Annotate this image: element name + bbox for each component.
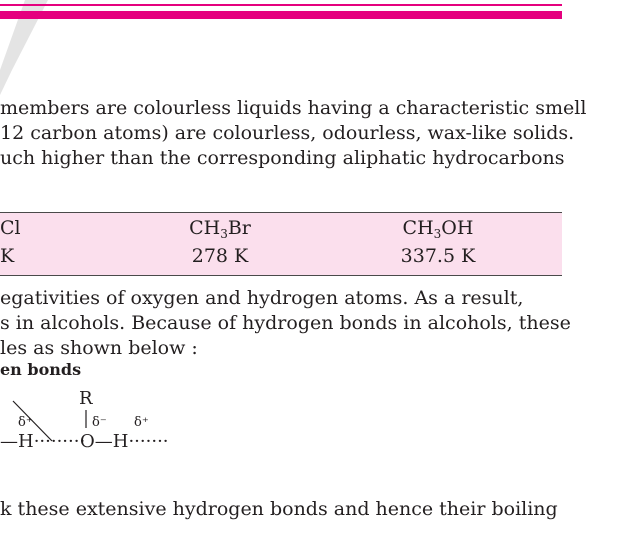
paragraph-boiling: k these extensive hydrogen bonds and hence their boiling	[0, 498, 558, 520]
delta-plus-label: δ⁺	[134, 415, 149, 430]
table-cell: $CH_3OH$	[402, 217, 474, 241]
diagram-label: en bonds	[0, 360, 82, 379]
paragraph-hydrogen-bonding	[0, 286, 571, 361]
text-line: uch higher than the corresponding aliphatic hydrocarbons	[0, 147, 565, 169]
chain-right: O—H·······	[80, 431, 169, 452]
table-cell: K	[0, 245, 15, 267]
text-line: 12 carbon atoms) are colourless, odourless, wax-like solids.	[0, 122, 575, 144]
delta-minus-label: δ⁻	[92, 415, 107, 430]
r-group-label: R	[79, 388, 93, 409]
table-cell: 278 K	[191, 245, 249, 267]
header-rule-thin	[0, 4, 562, 6]
table-cell: Cl	[0, 217, 21, 239]
delta-plus-label: δ⁺	[18, 415, 33, 430]
text-line: les as shown below :	[0, 337, 198, 359]
text-line: s in alcohols. Because of hydrogen bonds in alcohols, these	[0, 312, 571, 334]
text-line: members are colourless liquids having a characteristic smell	[0, 97, 587, 119]
table-cell: 337.5 K	[400, 245, 476, 267]
header-rule-thick	[0, 11, 562, 19]
chain-left: —H·········	[0, 431, 86, 452]
hydrogen-bond-diagram	[0, 380, 200, 455]
boiling-point-table	[0, 212, 562, 276]
table-cell: $CH_3Br$	[189, 217, 251, 241]
text-line: egativities of oxygen and hydrogen atoms. As a result,	[0, 287, 524, 309]
paragraph-physical-properties	[0, 96, 586, 171]
